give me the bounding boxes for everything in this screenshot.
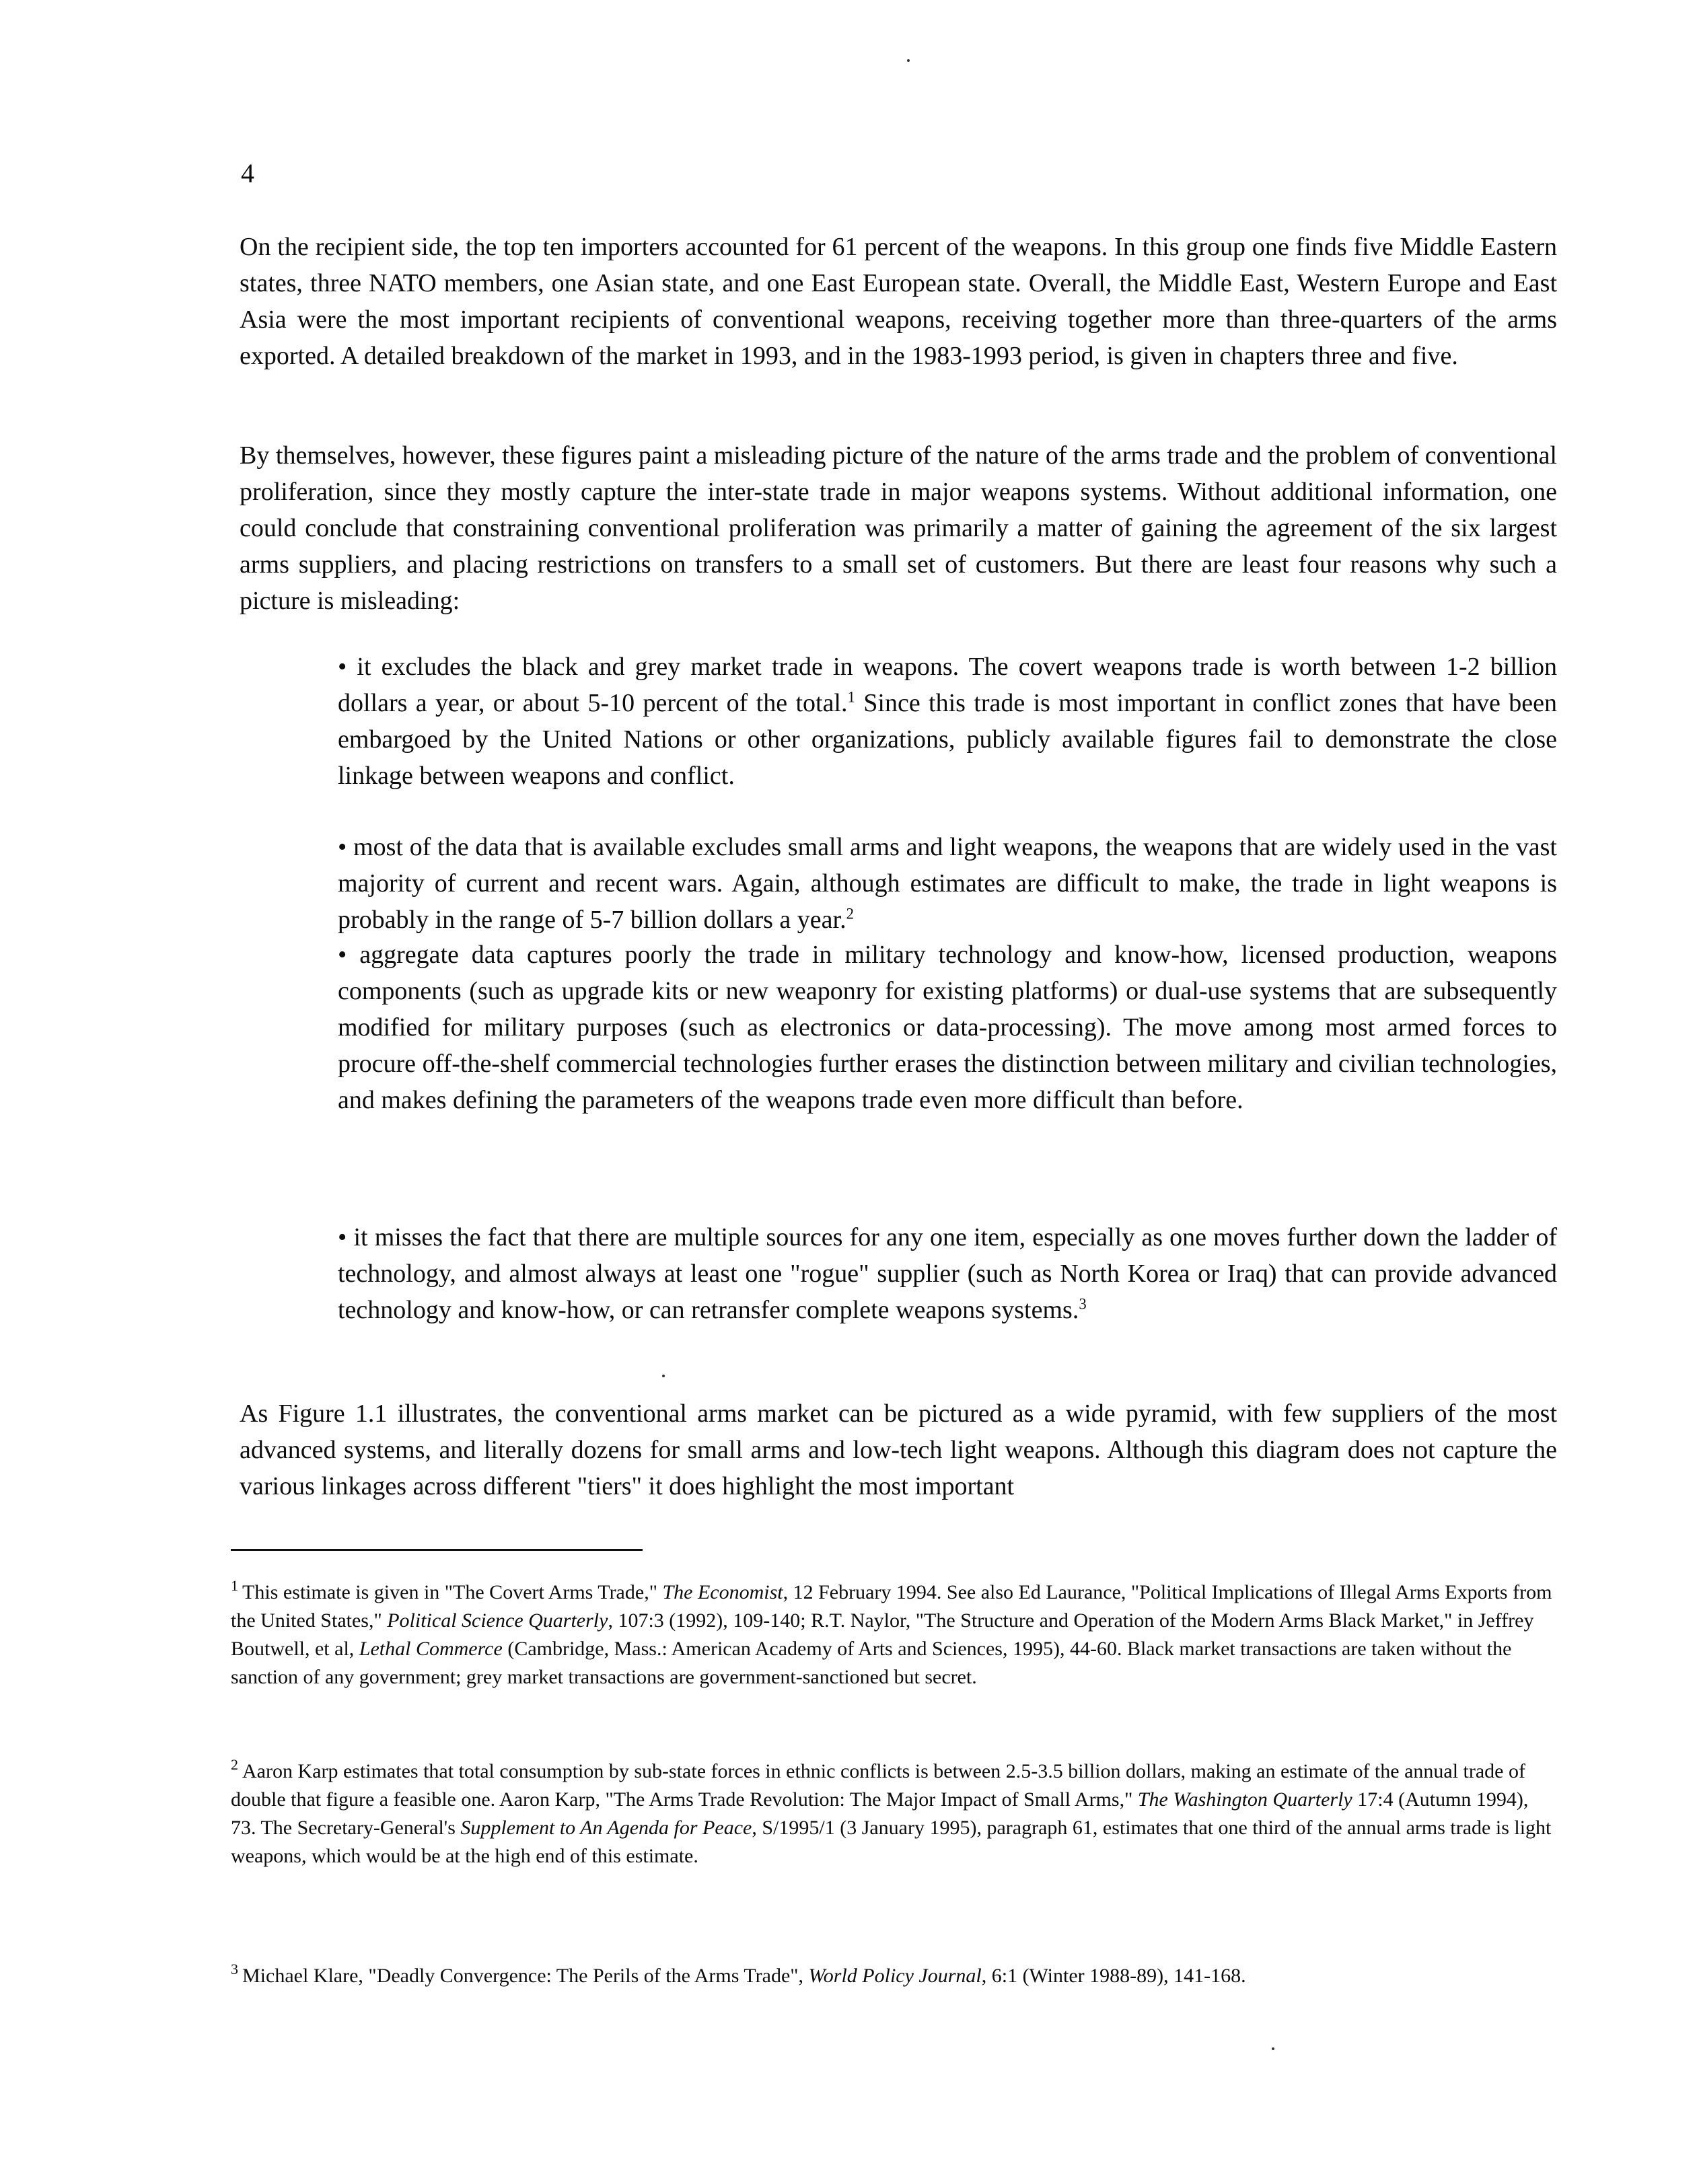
bullet-military-technology: • aggregate data captures poorly the trade in military technology and know-how, licensed production, weapons components (such as upgrade kits or new weaponry for existing platforms) or dual-use systems that are subsequently modified for military purposes (such as electronics or data-processing). The move among most armed forces to procure off-the-shelf commercial technologies further erases the distinction between military and civilian technologies, and makes defining the parameters of the weapons trade even more difficult than before. [338, 941, 1557, 1114]
footnote-text: , 107:3 (1992), 109-140; R.T. Naylor, "The Structure and Operation of the Modern Arms Black Market," in Jeffrey Boutwell, et al, [231, 1609, 1534, 1660]
footnote-mark: 3 [231, 1961, 238, 1977]
footnote-text: Michael Klare, "Deadly Convergence: The Perils of the Arms Trade", [242, 1965, 809, 1987]
paragraph-figure-pyramid: As Figure 1.1 illustrates, the conventional arms market can be pictured as a wide pyramid, with few suppliers of the most advanced systems, and literally dozens for small arms and low-tech light weapons. Although this diagram does not capture the various linkages across different "tiers" it does highlight the most important [240, 1399, 1557, 1500]
page-number: 4 [241, 158, 254, 188]
bullet-text: • most of the data that is available excludes small arms and light weapons, the weapons that are widely used in the vast majority of current and recent wars. Again, although estimates are difficult to make, the trade in light weapons is probably in the range of 5-7 billion dollars a year. [338, 833, 1557, 934]
citation-title: Lethal Commerce [359, 1638, 503, 1660]
footnote-mark: 2 [231, 1756, 238, 1773]
footnote-2 [231, 1757, 1553, 1870]
bullet-text: • it misses the fact that there are multiple sources for any one item, especially as one moves further down the ladder of technology, and almost always at least one "rogue" supplier (such as North Korea or Iraq) that can provide advanced technology and know-how, or can retransfer complete weapons systems. [338, 1223, 1557, 1324]
citation-title: The Washington Quarterly [1137, 1788, 1352, 1811]
paragraph-recipients: On the recipient side, the top ten importers accounted for 61 percent of the weapons. In this group one finds five Middle Eastern states, three NATO members, one Asian state, and one East European state. Overall, the Middle East, Western Europe and East Asia were the most important recipients of conventional weapons, receiving together more than three-quarters of the arms exported. A detailed breakdown of the market in 1993, and in the 1983-1993 period, is given in chapters three and five. [240, 233, 1557, 370]
footnote-text: Aaron Karp estimates that total consumption by sub-state forces in ethnic conflicts is between 2.5-3.5 billion dollars, making an estimate of the annual trade of double that figure a feasible one. Aaron Karp, "The Arms Trade Revolution: The Major Impact of Small Arms," [231, 1760, 1525, 1811]
footnote-separator [231, 1549, 643, 1551]
footnote-text: , 12 February 1994. See also Ed Laurance, "Political Implications of Illegal Arms Exports from the United States," [231, 1581, 1552, 1632]
bullet-multiple-sources [338, 1219, 1557, 1328]
footnote-text: , S/1995/1 (3 January 1995), paragraph 61, estimates that one third of the annual arms trade is light weapons, which would be at the high end of this estimate. [231, 1817, 1552, 1867]
paragraph-misleading-picture: By themselves, however, these figures paint a misleading picture of the nature of the arms trade and the problem of conventional proliferation, since they mostly capture the inter-state trade in major weapons systems. Without additional information, one could conclude that constraining conventional proliferation was primarily a matter of gaining the agreement of the six largest arms suppliers, and placing restrictions on transfers to a small set of customers. But there are least four reasons why such a picture is misleading: [240, 441, 1557, 615]
bullet-black-grey-market [338, 649, 1557, 794]
bullet-small-arms [338, 829, 1557, 938]
footnote-3 [231, 1962, 1553, 1990]
citation-title: Political Science Quarterly [387, 1609, 608, 1632]
citation-title: Supplement to An Agenda for Peace [460, 1817, 752, 1839]
footnote-text: 17:4 (Autumn 1994), 73. The Secretary-General's [231, 1788, 1529, 1839]
bullet-text-continued: Since this trade is most important in conflict zones that have been embargoed by the United Nations or other organizations, publicly available figures fail to demonstrate the close linkage between weapons and conflict. [338, 689, 1557, 790]
scan-speck [662, 1375, 665, 1377]
scan-speck [1272, 2047, 1274, 2050]
citation-title: World Policy Journal [808, 1965, 982, 1987]
footnote-ref-2[interactable]: 2 [846, 905, 854, 922]
footnote-text: , 6:1 (Winter 1988-89), 141-168. [981, 1965, 1246, 1987]
footnote-1 [231, 1578, 1553, 1691]
scan-speck [907, 59, 910, 62]
footnote-text: (Cambridge, Mass.: American Academy of Arts and Sciences, 1995), 44-60. Black market transactions are taken without the sanction of any government; grey market transactions are government-sanctioned but secret. [231, 1638, 1512, 1688]
footnote-ref-1[interactable]: 1 [847, 688, 855, 706]
citation-title: The Economist [662, 1581, 783, 1603]
footnote-text: This estimate is given in "The Covert Arms Trade," [242, 1581, 663, 1603]
bullet-text: • it excludes the black and grey market trade in weapons. The covert weapons trade is worth between 1-2 billion dollars a year, or about 5-10 percent of the total. [338, 653, 1557, 717]
footnote-mark: 1 [231, 1577, 238, 1594]
footnote-ref-3[interactable]: 3 [1079, 1295, 1087, 1313]
